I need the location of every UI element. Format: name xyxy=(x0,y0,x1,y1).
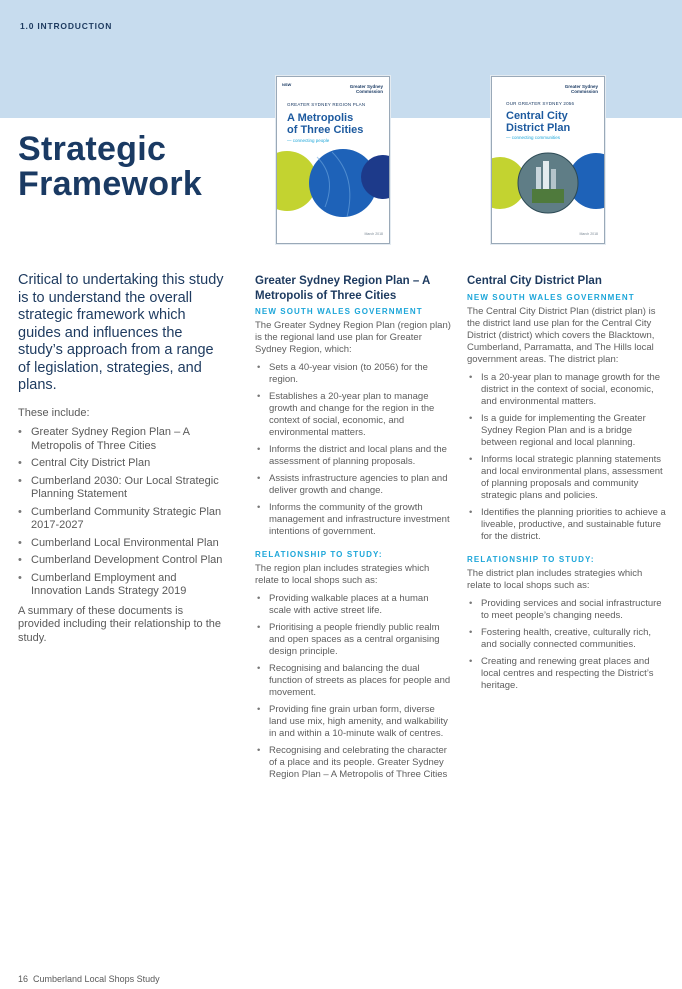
list-item: • Is a 20-year plan to manage growth for the district in the context of social, economic, and environmental matters. xyxy=(467,372,667,408)
region-plan-relationship-heading: RELATIONSHIP TO STUDY: xyxy=(255,550,383,559)
section-label: 1.0 INTRODUCTION xyxy=(20,21,113,31)
page-number: 16 xyxy=(18,974,29,984)
cover-wordmark xyxy=(350,84,383,94)
list-item: • Assists infrastructure agencies to plan and deliver growth and change. xyxy=(255,473,453,497)
list-item: • Central City District Plan xyxy=(18,457,228,471)
cover-title-line-1: Central City xyxy=(506,110,568,122)
district-plan-heading: Central City District Plan xyxy=(467,275,602,287)
list-item: • Is a guide for implementing the Greater Sydney Region Plan and is a bridge between regional and local planning. xyxy=(467,413,667,449)
list-item: • Cumberland Community Strategic Plan 2017-2027 xyxy=(18,506,228,533)
cover-title xyxy=(506,111,570,134)
list-item: • Greater Sydney Region Plan – A Metropolis of Three Cities xyxy=(18,426,228,453)
list-item: • Fostering health, creative, culturally rich, and socially connected communities. xyxy=(467,627,667,651)
intro-summary: A summary of these documents is provided including their relationship to the study. xyxy=(18,604,222,644)
district-plan-list xyxy=(467,372,667,543)
wordmark-line-1: Greater Sydney xyxy=(349,84,383,89)
cover-footer: March 2018 xyxy=(364,232,383,236)
region-plan-relationship-text: The region plan includes strategies which relate to local shops such as: xyxy=(255,563,430,586)
district-plan-relationship-heading: RELATIONSHIP TO STUDY: xyxy=(467,554,595,564)
list-item: • Cumberland Development Control Plan xyxy=(18,554,228,568)
list-item: • Sets a 40-year vision (to 2056) for the region. xyxy=(255,362,453,386)
list-item: • Recognising and balancing the dual function of streets as places for people and movement. xyxy=(255,663,453,699)
documents-list xyxy=(18,426,228,599)
list-item: • Cumberland 2030: Our Local Strategic Planning Statement xyxy=(18,475,228,502)
list-item: • Establishes a 20-year plan to manage growth and change for the region in the context of social, economic, and environmental matters. xyxy=(255,391,453,439)
page-footer xyxy=(18,974,160,984)
cover-art xyxy=(277,147,389,227)
cover-kicker: GREATER SYDNEY REGION PLAN xyxy=(287,102,366,107)
wordmark-line-2: Commission xyxy=(570,89,598,94)
cover-kicker: OUR GREATER SYDNEY 2056 xyxy=(506,101,575,106)
list-item: • Providing fine grain urban form, diverse land use mix, high amenity, and walkability in and within a 10-minute walk of centres. xyxy=(255,704,453,740)
region-plan-heading: Greater Sydney Region Plan – A Metropolis of Three Cities xyxy=(255,275,430,302)
list-item: • Informs local strategic planning statements and local environmental plans, assessment of planning proposals and community strategic plans and policies. xyxy=(467,454,667,502)
list-item: • Cumberland Local Environmental Plan xyxy=(18,537,228,551)
region-plan-column xyxy=(255,274,453,787)
list-item: • Cumberland Employment and Innovation Lands Strategy 2019 xyxy=(18,572,228,599)
region-plan-cover xyxy=(276,76,390,244)
district-plan-gov: NEW SOUTH WALES GOVERNMENT xyxy=(467,292,635,302)
cover-art xyxy=(492,147,604,227)
cover-title-line-1: A Metropolis xyxy=(287,112,354,124)
intro-includes: These include: xyxy=(18,406,90,419)
nsw-logo: NSW xyxy=(282,82,292,87)
wordmark-line-2: Commission xyxy=(355,89,383,94)
district-plan-text: The Central City District Plan (district plan) is the district land use plan for the Central City District (district) which covers the Blacktown, Cumberland, Parramatta, and The Hills local government areas. The district plan: xyxy=(467,305,656,365)
list-item: • Informs the district and local plans and the assessment of planning proposals. xyxy=(255,444,453,468)
cover-tagline: — connecting communities xyxy=(506,135,561,140)
district-plan-relationship-list xyxy=(467,598,667,692)
region-plan-text: The Greater Sydney Region Plan (region plan) is the regional land use plan for Greater Sydney Region, which: xyxy=(255,320,451,355)
list-item: • Providing walkable places at a human scale with active street life. xyxy=(255,593,453,617)
list-item: • Providing services and social infrastructure to meet people’s changing needs. xyxy=(467,598,667,622)
cover-title xyxy=(287,113,363,136)
list-item: • Recognising and celebrating the character of a place and its people. Greater Sydney Region Plan – A Metropolis of Three Cities xyxy=(255,745,453,781)
region-plan-relationship-list xyxy=(255,593,453,781)
intro-column xyxy=(18,272,228,645)
list-item: • Creating and renewing great places and local centres and respecting the District’s heritage. xyxy=(467,656,667,692)
region-plan-list xyxy=(255,362,453,538)
list-item: • Identifies the planning priorities to achieve a liveable, productive, and sustainable future for the district. xyxy=(467,507,667,543)
page-title xyxy=(18,132,202,202)
cover-wordmark xyxy=(565,84,598,94)
title-line-2: Framework xyxy=(18,165,203,203)
list-item: • Informs the community of the growth management and infrastructure investment intentions of government. xyxy=(255,502,453,538)
region-plan-gov: NEW SOUTH WALES GOVERNMENT xyxy=(255,307,423,316)
cover-title-line-2: of Three Cities xyxy=(287,123,364,136)
cover-title-line-2: District Plan xyxy=(506,121,571,134)
document-name: Cumberland Local Shops Study xyxy=(33,974,160,984)
cover-footer: March 2018 xyxy=(579,232,598,236)
intro-lead: Critical to undertaking this study is to understand the overall strategic framework which guides and influences the study’s approach from a range of legislation, strategies, and plans. xyxy=(18,272,224,393)
district-plan-cover xyxy=(491,76,605,244)
title-line-1: Strategic xyxy=(18,130,167,168)
wordmark-line-1: Greater Sydney xyxy=(564,84,598,89)
list-item: • Prioritising a people friendly public realm and open spaces as a central organising design principle. xyxy=(255,622,453,658)
district-plan-relationship-text: The district plan includes strategies which relate to local shops such as: xyxy=(467,567,643,591)
cover-tagline: — connecting people xyxy=(287,138,330,143)
district-plan-column xyxy=(467,274,667,698)
